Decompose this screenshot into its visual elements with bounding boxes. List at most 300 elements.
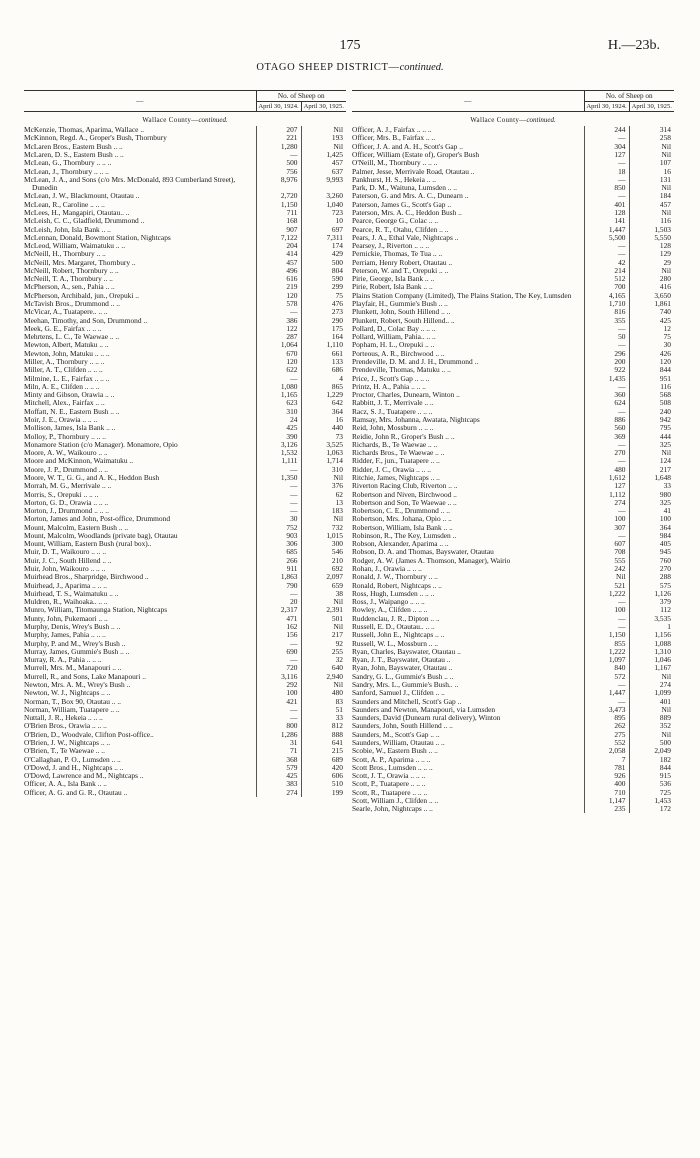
owner-cell: O'Dowd, Lawrence and M., Nightcaps .. xyxy=(24,771,144,781)
count-1924-cell: 20 xyxy=(256,598,301,606)
count-1925-cell: 38 xyxy=(301,590,346,598)
count-1925-cell: 164 xyxy=(301,333,346,341)
owner-cell: McLaren Bros., Eastern Bush .. .. xyxy=(24,141,123,151)
count-1924-cell: 471 xyxy=(256,615,301,623)
owner-cell: Saunders and Newton, Manapouri, via Lumsden xyxy=(352,704,496,714)
count-1925-cell: 500 xyxy=(301,259,346,267)
count-1924-cell: 1,532 xyxy=(256,449,301,457)
count-1925-cell: 889 xyxy=(629,714,674,722)
owner-cell: Muldren, R., Waihoaka.. .. .. xyxy=(24,597,108,607)
count-1924-cell: — xyxy=(584,681,629,689)
title-continued: continued. xyxy=(399,62,444,73)
owner-cell: Miller, A., Thornbury .. .. .. xyxy=(24,357,105,367)
owner-cell: Mitchell, Alex., Fairfax .. .. xyxy=(24,398,105,408)
count-1925-cell: 258 xyxy=(629,134,674,142)
count-1925-cell: 107 xyxy=(629,159,674,167)
count-1924-cell: 100 xyxy=(256,689,301,697)
owner-cell: Muirhead, T. S., Waimatuku .. .. xyxy=(24,588,119,598)
count-1924-cell: 369 xyxy=(584,433,629,441)
count-1924-cell: — xyxy=(256,482,301,490)
count-1925-cell: 1,110 xyxy=(301,341,346,349)
owner-cell: McTavish Bros., Drummond .. .. xyxy=(24,299,120,309)
owner-cell: Pearsey, J., Riverton .. .. .. xyxy=(352,241,430,251)
owner-cell: Morton, James and John, Post-office, Drummond xyxy=(24,514,171,524)
count-1924-cell: 5,500 xyxy=(584,234,629,242)
owner-cell: McLean, J. W., Blackmount, Otautau .. xyxy=(24,191,140,201)
owner-cell: Reid, John, Mossburn .. .. .. xyxy=(352,423,434,433)
owner-cell: Ronald, Robert, Nightcaps .. .. xyxy=(352,580,442,590)
count-1924-cell: 552 xyxy=(584,739,629,747)
owner-cell: Ross, J., Waipango .. .. .. xyxy=(352,597,425,607)
count-1924-cell: 1,286 xyxy=(256,731,301,739)
count-1925-cell: 75 xyxy=(629,333,674,341)
count-1924-cell: 790 xyxy=(256,582,301,590)
year-1925-header: April 30, 1925. xyxy=(629,102,674,112)
owner-cell: McNeill, H., Thornbury .. .. xyxy=(24,249,106,259)
year-1925-header: April 30, 1925. xyxy=(301,102,346,112)
count-1925-cell: 405 xyxy=(629,540,674,548)
count-1924-cell: 292 xyxy=(256,681,301,689)
count-1924-cell: — xyxy=(256,308,301,316)
owner-cell: Moir, J. E., Orawia .. .. .. xyxy=(24,414,98,424)
owner-cell: Officer, J. A. and A. H., Scott's Gap .. xyxy=(352,141,463,151)
count-1925-cell: 29 xyxy=(629,259,674,267)
count-1925-cell: 546 xyxy=(301,548,346,556)
count-1925-cell: 129 xyxy=(629,250,674,258)
count-1924-cell: — xyxy=(584,383,629,391)
owner-cell: Mewton, Albert, Matuku .. .. xyxy=(24,340,109,350)
count-1924-cell: 120 xyxy=(256,292,301,300)
count-1924-cell: — xyxy=(584,441,629,449)
owner-cell: Norman, T., Box 90, Otautau .. .. xyxy=(24,696,122,706)
count-1925-cell: 92 xyxy=(301,640,346,648)
count-1925-cell: 510 xyxy=(301,780,346,788)
owner-cell: Ross, Hugh, Lumsden .. .. .. xyxy=(352,588,435,598)
count-1925-cell: 270 xyxy=(629,565,674,573)
count-1925-cell: 4 xyxy=(301,375,346,383)
count-1924-cell: 2,058 xyxy=(584,747,629,755)
count-1924-cell: 903 xyxy=(256,532,301,540)
count-1925-cell: 725 xyxy=(629,789,674,797)
count-1925-cell: 33 xyxy=(301,714,346,722)
count-1925-cell: 131 xyxy=(629,176,674,184)
sheep-count-header: No. of Sheep on xyxy=(584,91,674,102)
count-1924-cell: — xyxy=(256,706,301,714)
count-1924-cell: 127 xyxy=(584,482,629,490)
count-1925-cell: Nil xyxy=(629,151,674,159)
count-1924-cell: — xyxy=(256,491,301,499)
count-1924-cell: 71 xyxy=(256,747,301,755)
count-1925-cell: 83 xyxy=(301,698,346,706)
count-1924-cell: 401 xyxy=(584,201,629,209)
owner-cell: Scott, A. P., Aparima .. .. .. xyxy=(352,754,431,764)
owner-cell: Pearce, George G., Colac .. .. xyxy=(352,216,439,226)
owner-cell: Meehan, Timothy, and Son, Drummond .. xyxy=(24,315,148,325)
count-1924-cell: — xyxy=(584,408,629,416)
owner-cell: Muir, John, Waikouro .. .. .. xyxy=(24,564,106,574)
count-1924-cell: 579 xyxy=(256,764,301,772)
count-1924-cell: 1,150 xyxy=(584,631,629,639)
owner-cell: Richards, B., Te Waewae .. .. xyxy=(352,439,438,449)
count-1924-cell: 31 xyxy=(256,739,301,747)
count-1925-cell: 426 xyxy=(629,350,674,358)
count-1924-cell: 926 xyxy=(584,772,629,780)
count-1924-cell: 368 xyxy=(256,756,301,764)
count-1925-cell: 692 xyxy=(301,565,346,573)
owner-cell: Sandry, G. L., Gummie's Bush .. .. xyxy=(352,671,454,681)
count-1924-cell: 555 xyxy=(584,557,629,565)
count-1925-cell: 376 xyxy=(301,482,346,490)
count-1925-cell: 120 xyxy=(629,358,674,366)
count-1925-cell: 210 xyxy=(301,557,346,565)
count-1925-cell: 429 xyxy=(301,250,346,258)
owner-cell: Murphy, P. and M., Wrey's Bush .. xyxy=(24,638,126,648)
count-1925-cell: 193 xyxy=(301,134,346,142)
count-1925-cell: 444 xyxy=(629,433,674,441)
owner-cell: Morton, J., Drummond .. .. .. xyxy=(24,506,109,516)
count-1925-cell: 300 xyxy=(301,540,346,548)
owner-cell: Robinson, R., The Key, Lumsden .. xyxy=(352,530,457,540)
owner-cell: Plains Station Company (Limited), The Plains Station, The Key, Lumsden xyxy=(352,290,572,300)
count-1925-cell: 184 xyxy=(629,192,674,200)
count-1925-cell: 416 xyxy=(629,283,674,291)
count-1925-cell: Nil xyxy=(629,267,674,275)
count-1925-cell: 9,993 xyxy=(301,176,346,193)
owner-cell: Mehrtens, L. C., Te Waewae .. .. xyxy=(24,332,120,342)
count-1924-cell: 425 xyxy=(256,772,301,780)
count-1925-cell: 2,940 xyxy=(301,673,346,681)
count-1925-cell: 217 xyxy=(301,631,346,639)
count-1924-cell: 2,317 xyxy=(256,606,301,614)
count-1925-cell: 536 xyxy=(629,780,674,788)
count-1924-cell: 204 xyxy=(256,242,301,250)
count-1924-cell: — xyxy=(256,714,301,722)
count-1924-cell: 685 xyxy=(256,548,301,556)
count-1925-cell: 310 xyxy=(301,466,346,474)
count-1925-cell: 951 xyxy=(629,375,674,383)
count-1925-cell: 984 xyxy=(629,532,674,540)
owner-cell: Minty and Gibson, Orawia .. .. xyxy=(24,390,115,400)
count-1924-cell: 221 xyxy=(256,134,301,142)
count-1924-cell: 1,435 xyxy=(584,375,629,383)
count-1925-cell: 476 xyxy=(301,300,346,308)
count-1925-cell: 16 xyxy=(629,168,674,176)
count-1924-cell: 840 xyxy=(584,664,629,672)
owner-cell: Russell, W. L., Mossburn .. .. xyxy=(352,638,439,648)
count-1925-cell: 425 xyxy=(629,317,674,325)
count-1924-cell: — xyxy=(584,159,629,167)
owner-cell: McLaren, D. S., Eastern Bush .. .. xyxy=(24,149,124,159)
count-1925-cell: 1,503 xyxy=(629,226,674,234)
count-1925-cell: 844 xyxy=(629,764,674,772)
count-1925-cell: 172 xyxy=(629,805,674,813)
count-1925-cell: 637 xyxy=(301,168,346,176)
owner-cell: Rowley, A., Clifden .. .. .. xyxy=(352,605,428,615)
count-1925-cell: 812 xyxy=(301,722,346,730)
owner-cell: Moore, A. W., Waikouro .. .. xyxy=(24,448,108,458)
count-1925-cell: 1,099 xyxy=(629,689,674,697)
owner-cell: Riverton Racing Club, Riverton .. .. xyxy=(352,481,458,491)
count-1924-cell: 3,116 xyxy=(256,673,301,681)
count-1924-cell: 895 xyxy=(584,714,629,722)
count-1924-cell: — xyxy=(584,615,629,623)
owner-cell: Ritchie, James, Nightcaps .. .. xyxy=(352,472,440,482)
owner-cell: Racz, S. J., Tuatapere .. .. .. xyxy=(352,406,433,416)
owner-cell: Russell, E. D., Otautau.. .. .. xyxy=(352,622,435,632)
owner-cell: McLean, J., Thornbury .. .. .. xyxy=(24,166,109,176)
count-1925-cell: 3,535 xyxy=(629,615,674,623)
count-1924-cell: 122 xyxy=(256,325,301,333)
count-1924-cell: 457 xyxy=(256,259,301,267)
owner-cell: Miller, A. T., Clifden .. .. .. xyxy=(24,365,103,375)
count-1925-cell: Nil xyxy=(629,449,674,457)
count-1925-cell: 73 xyxy=(301,433,346,441)
count-1925-cell: 33 xyxy=(629,482,674,490)
owner-cell: McLean, J. A., and Sons (c/o Mrs. McDonald, 893 Cumberland Street), Dunedin xyxy=(24,174,236,193)
count-1925-cell: Nil xyxy=(629,184,674,192)
count-1924-cell: 400 xyxy=(584,780,629,788)
count-1925-cell: 5,550 xyxy=(629,234,674,242)
owner-cell: McNeill, Robert, Thornbury .. .. xyxy=(24,265,119,275)
section-title: Wallace County— xyxy=(470,116,527,125)
count-1924-cell: 310 xyxy=(256,408,301,416)
owner-cell: Scott, P., Tuatapere .. .. .. xyxy=(352,779,426,789)
count-1925-cell: 290 xyxy=(301,317,346,325)
count-1924-cell: 816 xyxy=(584,308,629,316)
owner-cell: Porteous, A. R., Birchwood .. .. xyxy=(352,348,445,358)
count-1925-cell: 401 xyxy=(629,698,674,706)
count-1924-cell: 274 xyxy=(256,789,301,797)
owner-cell: Rohan, J., Orawia .. .. .. xyxy=(352,564,422,574)
owner-cell: Peterson, W. and T., Orepuki .. .. xyxy=(352,265,449,275)
owner-cell: Ryan, Charles, Bayswater, Otautau .. xyxy=(352,646,461,656)
count-1925-cell: 501 xyxy=(301,615,346,623)
owner-cell: Saunders and Mitchell, Scott's Gap .. xyxy=(352,696,462,706)
count-1925-cell: 30 xyxy=(629,341,674,349)
owner-cell: Norman, William, Tuatapere .. .. xyxy=(24,704,120,714)
owner-cell: Robertson, William, Isla Bank .. .. xyxy=(352,522,453,532)
name-column-header: — xyxy=(352,91,584,112)
count-1925-cell: 568 xyxy=(629,391,674,399)
count-1925-cell: 273 xyxy=(301,308,346,316)
count-1924-cell: — xyxy=(584,457,629,465)
count-1925-cell: 1,088 xyxy=(629,640,674,648)
count-1924-cell: 307 xyxy=(584,524,629,532)
owner-cell: Muirhead, J., Aparima .. .. .. xyxy=(24,580,107,590)
title-main: OTAGO SHEEP DISTRICT— xyxy=(256,62,400,73)
count-1924-cell: 1,150 xyxy=(256,201,301,209)
count-1924-cell: 855 xyxy=(584,640,629,648)
count-1924-cell: 141 xyxy=(584,217,629,225)
count-1924-cell: 572 xyxy=(584,673,629,681)
owner-cell: Muir, J. C., South Hillend .. .. xyxy=(24,555,112,565)
count-1924-cell: — xyxy=(584,192,629,200)
count-1924-cell: 42 xyxy=(584,259,629,267)
section-continued: continued. xyxy=(198,116,228,125)
count-1925-cell: 697 xyxy=(301,226,346,234)
count-1925-cell: 240 xyxy=(629,408,674,416)
owner-cell: Moore, W. T., G. G., and A. K., Heddon Bush xyxy=(24,472,160,482)
count-1924-cell: 168 xyxy=(256,217,301,225)
owner-cell: Officer, William (Estate of), Groper's Bush xyxy=(352,149,480,159)
owner-cell: Morris, S., Orepuki .. .. .. xyxy=(24,489,99,499)
count-1925-cell: 1,453 xyxy=(629,797,674,805)
owner-cell: O'Brien Bros., Orawia .. .. .. xyxy=(24,721,107,731)
count-1924-cell: 262 xyxy=(584,722,629,730)
count-1924-cell: 1,612 xyxy=(584,474,629,482)
count-1924-cell: 512 xyxy=(584,275,629,283)
count-1925-cell: 844 xyxy=(629,366,674,374)
owner-cell: Plunkett, Robert, South Hillend.. .. xyxy=(352,315,455,325)
owner-cell: Moore, J. P., Drummond .. .. xyxy=(24,464,108,474)
owner-cell: Saunders, David (Dunearn rural delivery), Winton xyxy=(352,713,501,723)
owner-cell: McKinnon, Regd. A., Groper's Bush, Thornbury xyxy=(24,133,167,143)
page-title xyxy=(0,62,700,73)
count-1924-cell: 781 xyxy=(584,764,629,772)
count-1924-cell: 156 xyxy=(256,631,301,639)
owner-cell: McPherson, Archibald, jun., Orepuki .. xyxy=(24,290,139,300)
count-1925-cell: 364 xyxy=(629,524,674,532)
count-1925-cell: 2,391 xyxy=(301,606,346,614)
owner-cell: Paterson, Mrs. A. C., Heddon Bush .. xyxy=(352,207,462,217)
owner-cell: Pirie, Robert, Isla Bank .. .. xyxy=(352,282,433,292)
count-1924-cell: 756 xyxy=(256,168,301,176)
count-1925-cell: 352 xyxy=(629,722,674,730)
owner-cell: Munty, John, Pukemaori .. .. xyxy=(24,613,108,623)
count-1924-cell: 8,976 xyxy=(256,176,301,193)
count-1924-cell: 616 xyxy=(256,275,301,283)
count-1924-cell: — xyxy=(584,532,629,540)
count-1924-cell: 275 xyxy=(584,731,629,739)
count-1924-cell: — xyxy=(584,242,629,250)
count-1924-cell: 1,097 xyxy=(584,656,629,664)
count-1924-cell: 1,710 xyxy=(584,300,629,308)
count-1925-cell: 379 xyxy=(629,598,674,606)
count-1924-cell: 708 xyxy=(584,548,629,556)
count-1924-cell: 1,112 xyxy=(584,491,629,499)
owner-cell: O'Brien, D., Woodvale, Clifton Post-office.. xyxy=(24,729,154,739)
count-1924-cell: 386 xyxy=(256,317,301,325)
count-1924-cell: 127 xyxy=(584,151,629,159)
count-1924-cell: 390 xyxy=(256,433,301,441)
count-1925-cell: 945 xyxy=(629,548,674,556)
owner-cell: Saunders, William, Otautau .. .. xyxy=(352,737,445,747)
count-1924-cell: 1,863 xyxy=(256,573,301,581)
owner-cell: Ruddenclau, J. R., Dipton .. .. xyxy=(352,613,440,623)
owner-cell: Officer, Mrs. B., Fairfax .. .. xyxy=(352,133,436,143)
count-1925-cell: 133 xyxy=(301,358,346,366)
owner-cell: Scott, R., Tuatapere .. .. .. xyxy=(352,787,428,797)
name-column-header: — xyxy=(24,91,256,112)
count-1924-cell: 560 xyxy=(584,424,629,432)
count-1925-cell: Nil xyxy=(301,681,346,689)
owner-cell: Mount, Malcolm, Eastern Bush .. .. xyxy=(24,522,129,532)
count-1924-cell: 270 xyxy=(584,449,629,457)
count-1924-cell: 274 xyxy=(584,499,629,507)
owner-cell: O'Callaghan, P. O., Lumsden .. .. xyxy=(24,754,121,764)
owner-cell: Officer, A. G. and G. R., Otautau .. xyxy=(24,787,128,797)
owner-cell: Price, J., Scott's Gap .. .. .. xyxy=(352,373,430,383)
section-heading xyxy=(352,112,674,126)
owner-cell: O'Brien, T., Te Waewae .. .. xyxy=(24,746,105,756)
right-column xyxy=(352,90,674,813)
count-1925-cell: 1,425 xyxy=(301,151,346,159)
count-1925-cell: 575 xyxy=(629,582,674,590)
count-1925-cell: 41 xyxy=(629,507,674,515)
count-1924-cell: 30 xyxy=(256,515,301,523)
section-heading xyxy=(24,112,346,126)
owner-cell: Ryan, J. T., Bayswater, Otautau .. xyxy=(352,655,451,665)
owner-cell: Murray, James, Gummie's Bush .. .. xyxy=(24,646,130,656)
count-1924-cell: 710 xyxy=(584,789,629,797)
count-1925-cell: 100 xyxy=(629,515,674,523)
owner-cell: Palmer, Jesse, Merrivale Road, Otautau .. xyxy=(352,166,475,176)
count-1925-cell: 1,648 xyxy=(629,474,674,482)
count-1925-cell: 740 xyxy=(629,308,674,316)
count-1924-cell: 1,222 xyxy=(584,590,629,598)
count-1925-cell: Nil xyxy=(301,126,346,134)
count-1925-cell: 440 xyxy=(301,424,346,432)
table-row xyxy=(24,789,346,797)
count-1924-cell: 1,447 xyxy=(584,689,629,697)
count-1925-cell: 641 xyxy=(301,739,346,747)
owner-cell: Robson, D. A. and Thomas, Bayswater, Otautau xyxy=(352,547,494,557)
count-1924-cell: 242 xyxy=(584,565,629,573)
count-1925-cell: 112 xyxy=(629,606,674,614)
owner-cell: Perriam, Henry Robert, Otautau .. xyxy=(352,257,453,267)
count-1924-cell: — xyxy=(584,698,629,706)
count-1925-cell: 7,311 xyxy=(301,234,346,242)
count-1925-cell: 1,310 xyxy=(629,648,674,656)
owner-cell: Scobie, W., Eastern Bush .. .. xyxy=(352,746,438,756)
count-1925-cell: Nil xyxy=(629,209,674,217)
owner-cell: Robson, Alexander, Aparima .. .. xyxy=(352,539,449,549)
count-1924-cell: 1,350 xyxy=(256,474,301,482)
count-1924-cell: 752 xyxy=(256,524,301,532)
count-1925-cell: 10 xyxy=(301,217,346,225)
owner-cell: Officer, A. A., Isla Bank .. .. xyxy=(24,779,107,789)
count-1925-cell: 723 xyxy=(301,209,346,217)
count-1924-cell: — xyxy=(256,640,301,648)
count-1924-cell: 886 xyxy=(584,416,629,424)
count-1924-cell: 720 xyxy=(256,664,301,672)
owner-cell: Molloy, P., Thornbury .. .. .. xyxy=(24,431,106,441)
count-1924-cell: 355 xyxy=(584,317,629,325)
count-1924-cell: — xyxy=(584,507,629,515)
count-1924-cell: 360 xyxy=(584,391,629,399)
count-1924-cell: 304 xyxy=(584,143,629,151)
count-1924-cell: 2,720 xyxy=(256,192,301,200)
count-1924-cell: 911 xyxy=(256,565,301,573)
count-1925-cell: 116 xyxy=(629,217,674,225)
count-1924-cell: 578 xyxy=(256,300,301,308)
count-1925-cell: Nil xyxy=(301,143,346,151)
owner-cell: Pollard, William, Pahia.. .. .. xyxy=(352,332,436,342)
count-1925-cell: 325 xyxy=(629,441,674,449)
count-1924-cell: — xyxy=(256,590,301,598)
owner-cell: Pears, J. A., Ethal Vale, Nightcaps .. xyxy=(352,232,459,242)
owner-cell: Playfair, H., Gummie's Bush .. .. xyxy=(352,299,448,309)
count-1925-cell: 659 xyxy=(301,582,346,590)
count-1925-cell: Nil xyxy=(301,623,346,631)
count-1925-cell: 3,650 xyxy=(629,292,674,300)
count-1924-cell: 711 xyxy=(256,209,301,217)
owner-cell: McKenzie, Thomas, Aparima, Wallace .. xyxy=(24,125,145,135)
count-1924-cell: 200 xyxy=(584,358,629,366)
owner-cell: Milmine, L. E., Fairfax .. .. .. xyxy=(24,373,110,383)
page-number: 175 xyxy=(339,38,361,53)
count-1925-cell: 16 xyxy=(301,416,346,424)
